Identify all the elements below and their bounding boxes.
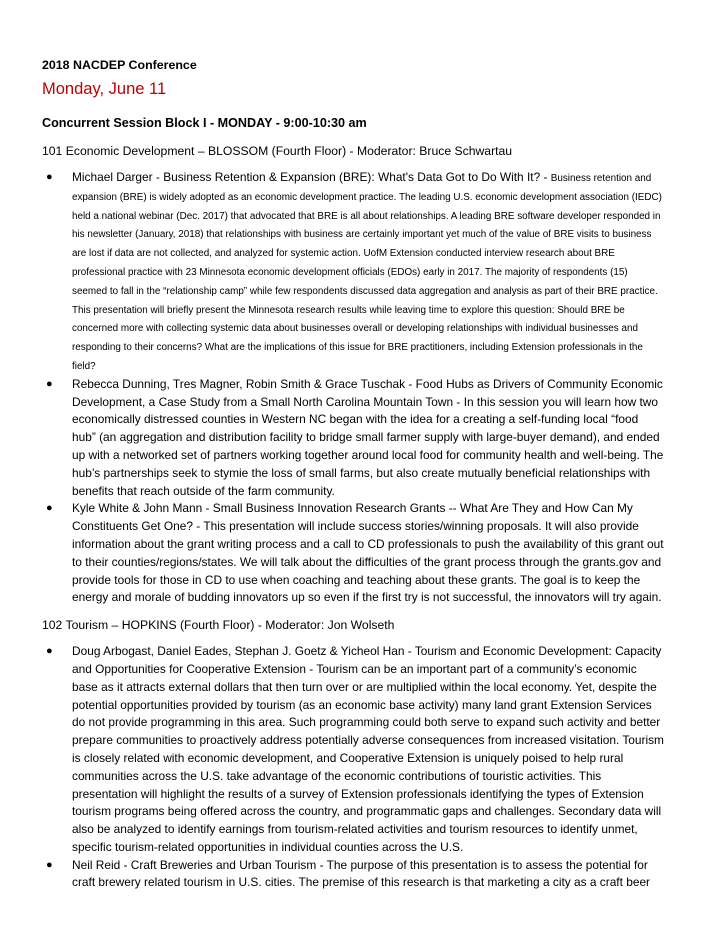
list-item [42, 857, 664, 893]
session-102-heading: 102 Tourism – HOPKINS (Fourth Floor) - Moderator: Jon Wolseth [42, 618, 395, 633]
talk-title: Doug Arbogast, Daniel Eades, Stephan J. Goetz & Yicheol Han - Tourism and Economic Development: Capacity and Opportunities for Cooperative Extension [72, 644, 662, 676]
session-101-heading: 101 Economic Development – BLOSSOM (Fourth Floor) - Moderator: Bruce Schwartau [42, 144, 513, 158]
bullet-icon: ● [46, 858, 53, 871]
talk-description: - Tourism can be an important part of a community’s economic base as it attracts external dollars that then turn over or are multiplied within the local economy. Yet, despite the potential opportunities provided by tourism (as an economic base activity) many land grant Extension Services do not provide programming in this area. Such programming could both serve to expand such activity and better prepare communities to proactively address potentially adverse consequences from increased visitation. Tourism is closely related with economic development, and Cooperative Extension is uniquely poised to help rural communities across the U.S. take advantage of the economic contributions of touristic activities. This presentation will highlight the results of a survey of Extension professionals identifying the types of Extension tourism programs being offered across the country, and programmatic gaps and challenges. Secondary data will also be analyzed to identify earnings from tourism-related activities and tourism resources to identify unmet, specific tourism-related opportunities in individual counties across the U.S. [72, 661, 664, 854]
list-item [42, 500, 664, 607]
bullet-icon: ● [46, 645, 53, 658]
session-block-heading: Concurrent Session Block I - MONDAY - 9:00-10:30 am [42, 116, 367, 130]
list-item [42, 376, 664, 501]
session-101-talk-list [42, 169, 664, 607]
talk-description: - The purpose of this presentation is to assess the potential for craft brewery related tourism in U.S. cities. The premise of this research is that marketing a city as a craft beer [72, 857, 651, 890]
session-102-talk-list [42, 643, 664, 892]
talk-description: - This presentation will include success stories/winning proposals. It will also provide information about the grant writing process and a call to CD professionals to push the availability of this grant out to their counties/regions/states. We will talk about the difficulties of the grant process through the grants.gov and provide tools for those in CD to use when coaching and teaching about these grants. The goal is to keep the energy and morale of budding innovators up so even if the first try is not successful, the innovators will try again. [72, 519, 664, 605]
talk-description: - In this session you will learn how two economically distressed counties in Western NC began with the idea for a creating a self-funding local “food hub” (an aggregation and distribution facility to bridge small farmer supply with large-buyer demand), and ended up with a networked set of partners working together around local food for community health and well-being. The hub’s partnerships seek to stymie the loss of small farms, but also create mutually beneficial relationships with benefits that reach outside of the farm community. [72, 394, 664, 498]
talk-title: Rebecca Dunning, Tres Magner, Robin Smith & Grace Tuschak - Food Hubs as Drivers of Community Economic Development, a Case Study from a Small North Carolina Mountain Town [72, 376, 663, 409]
list-item [42, 169, 664, 376]
conference-title: 2018 NACDEP Conference [42, 58, 197, 72]
day-title: Monday, June 11 [42, 80, 167, 98]
bullet-icon: ● [46, 377, 53, 390]
talk-description: Business retention and expansion (BRE) is widely adopted as an economic development practice. The leading U.S. economic development association (IEDC) held a national webinar (Dec. 2017) that advocated that BRE is all about relationships. A leading BRE software developer responded in his newsletter (January, 2018) that relationships with business are certainly important yet much of the value of BRE visits to business are lost if data are not collected, and analyzed for systemic action. UofM Extension conducted interview research about BRE professional practice with 23 Minnesota economic development officials (EDOs) early in 2017. The majority of respondents (15) seemed to fall in the “relationship camp” while few respondents discussed data aggregation and analysis as part of their BRE practice. This presentation will briefly present the Minnesota research results while leaving time to explore this question: Should BRE be concerned more with collecting systemic data about businesses overall or developing relationships with individual businesses and responding to their concerns? What are the implications of this issue for BRE practitioners, including Extension professionals in the field? [72, 173, 662, 372]
talk-title: Kyle White & John Mann - Small Business Innovation Research Grants -- What Are They and How Can My Constituents Get One? [72, 501, 633, 534]
talk-title: Neil Reid - Craft Breweries and Urban Tourism [72, 857, 317, 872]
bullet-icon: ● [46, 502, 53, 515]
bullet-icon: ● [46, 171, 53, 183]
list-item [42, 643, 664, 857]
talk-title: Michael Darger - Business Retention & Expansion (BRE): What's Data Got to Do With It? - [72, 170, 551, 184]
